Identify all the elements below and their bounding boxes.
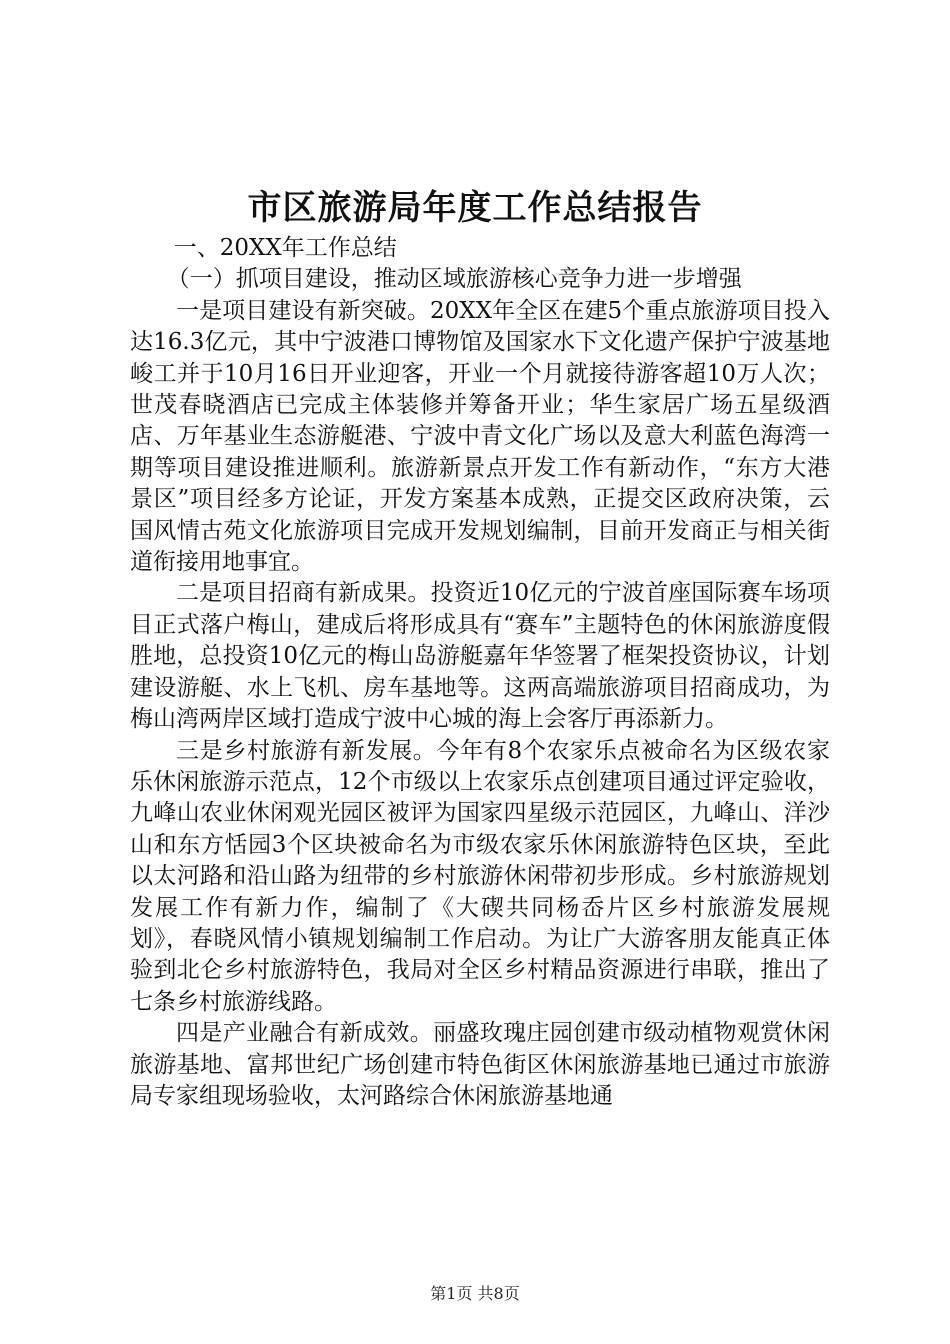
page-number-footer: 第1页 共8页 <box>430 1284 520 1303</box>
subsection-heading: （一）抓项目建设，推动区域旅游核心竞争力进一步增强 <box>166 266 742 293</box>
body-paragraph: 二是项目招商有新成果。投资近10亿元的宁波首座国际赛车场项目正式落户梅山，建成后将形成具有“赛车”主题特色的休闲旅游度假胜地，总投资10亿元的梅山岛游艇嘉年华签署了框架投资协议，计划建设游艇、水上飞机、房车基地等。这两高端旅游项目招商成功，为梅山湾两岸区域打造成宁波中心城的海上会客厅再添新力。 <box>130 580 830 733</box>
body-paragraph: 四是产业融合有新成效。丽盛玫瑰庄园创建市级动植物观赏休闲旅游基地、富邦世纪广场创建市特色街区休闲旅游基地已通过市旅游局专家组现场验收，太河路综合休闲旅游基地通 <box>130 1020 830 1109</box>
document-body <box>130 233 830 1112</box>
document-title: 市区旅游局年度工作总结报告 <box>247 188 703 228</box>
section-heading: 一、20XX年工作总结 <box>173 235 397 261</box>
body-paragraph: 三是乡村旅游有新发展。今年有8个农家乐点被命名为区级农家乐休闲旅游示范点，12个市级以上农家乐点创建项目通过评定验收，九峰山农业休闲观光园区被评为国家四星级示范园区，九峰山、洋沙山和东方恬园3个区块被命名为市级农家乐休闲旅游特色区块，至此以太河路和沿山路为纽带的乡村旅游休闲带初步形成。乡村旅游规划发展工作有新力作，编制了《大碶共同杨岙片区乡村旅游发展规划》，春晓风情小镇规划编制工作启动。为让广大游客朋友能真正体验到北仑乡村旅游特色，我局对全区乡村精品资源进行串联，推出了七条乡村旅游线路。 <box>130 737 830 1015</box>
body-paragraph: 一是项目建设有新突破。20XX年全区在建5个重点旅游项目投入达16.3亿元，其中宁波港口博物馆及国家水下文化遗产保护宁波基地峻工并于10月16日开业迎客，开业一个月就接待游客超10万人次；世茂春晓酒店已完成主体装修并筹备开业；华生家居广场五星级酒店、万年基业生态游艇港、宁波中青文化广场以及意大利蓝色海湾一期等项目建设推进顺利。旅游新景点开发工作有新动作，“东方大港景区”项目经多方论证，开发方案基本成熟，正提交区政府决策，云国风情古苑文化旅游项目完成开发规划编制，目前开发商正与相关街道衔接用地事宜。 <box>130 297 830 576</box>
